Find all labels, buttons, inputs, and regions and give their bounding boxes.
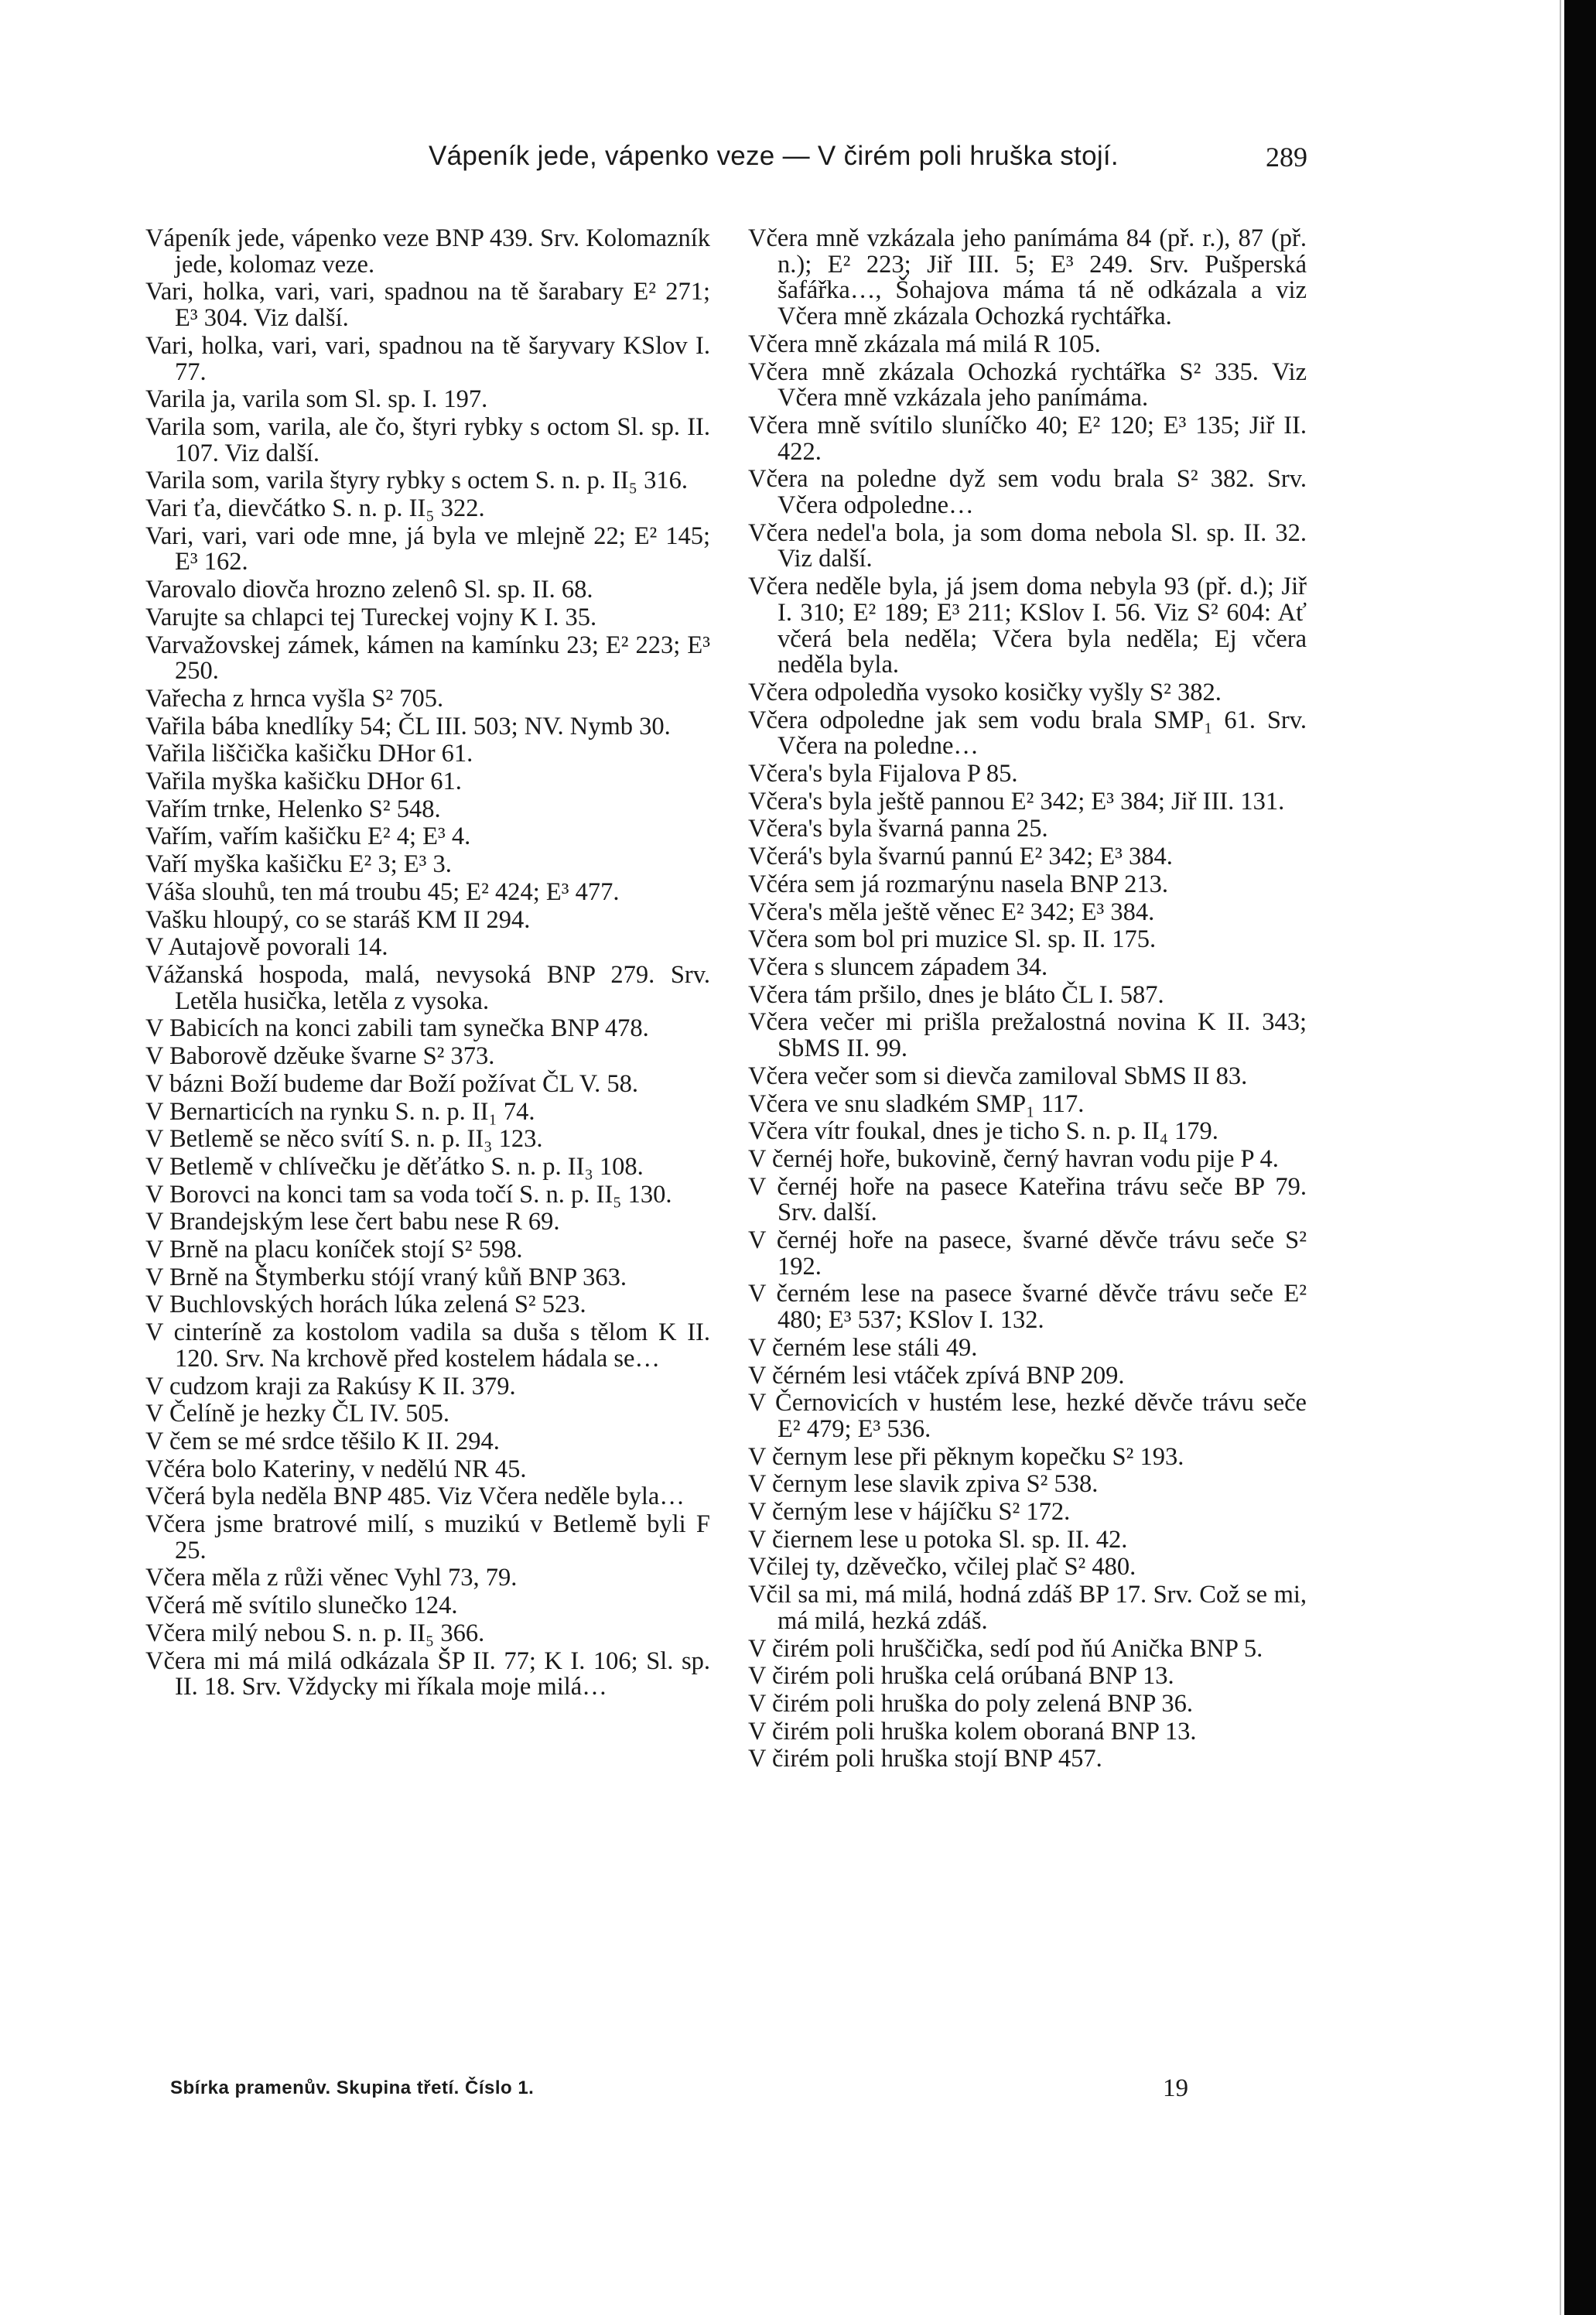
index-entry: V čem se mé srdce těšilo K II. 294. [145, 1427, 500, 1455]
index-entry: Včera měla z růži věnec Vyhl 73, 79. [145, 1564, 518, 1592]
series-note: Sbírka pramenův. Skupina třetí. Číslo 1. [170, 2077, 535, 2098]
index-entry: Včera mi má milá odkázala ŠP II. 77; K I. 106; Sl. sp. II. 18. Srv. Vždycky mi říkala moje milá… [145, 1646, 710, 1701]
index-entry: V Černovicích v hustém lese, hezké děvče trávu seče E² 479; E³ 536. [748, 1389, 1307, 1443]
index-entry: Včera večer som si dievča zamiloval SbMS II 83. [748, 1062, 1248, 1090]
index-entry: V černéj hoře na pasece Kateřina trávu seče BP 79. Srv. další. [748, 1172, 1307, 1227]
index-entry: Vážanská hospoda, malá, nevysoká BNP 279. Srv. Letěla husička, letěla z vysoka. [145, 960, 710, 1015]
index-entry: Včerá's byla švarnú pannú E² 342; E³ 384. [748, 843, 1173, 871]
index-entry: V černém lese stáli 49. [748, 1333, 978, 1362]
index-entry: Včera mně svítilo sluníčko 40; E² 120; E³ 135; Jiř II. 422. [748, 411, 1307, 466]
index-entry: Včera tám pršilo, dnes je bláto ČL I. 587. [748, 980, 1164, 1009]
index-entry: V Autajově povorali 14. [145, 933, 388, 962]
index-entry: Včerá byla neděla BNP 485. Viz Včera neděle byla… [145, 1482, 685, 1511]
index-entry: V cudzom kraji za Rakúsy K II. 379. [145, 1372, 516, 1400]
index-entry: Včera na poledne dyž sem vodu brala S² 382. Srv. Včera odpoledne… [748, 465, 1307, 520]
index-entry: Včera's měla ještě věnec E² 342; E³ 384. [748, 898, 1155, 926]
index-entry: V čirém poli hruška stojí BNP 457. [748, 1745, 1102, 1773]
index-entry: V Brně na Štymberku stójí vraný kůň BNP 363. [145, 1263, 627, 1291]
index-entry: Včera's byla švarná panna 25. [748, 815, 1048, 843]
right-column [748, 226, 1307, 1774]
index-entry: V černéj hoře na pasece, švarné děvče trávu seče S² 192. [748, 1226, 1307, 1281]
index-entry: V Betlemě se něco svítí S. n. p. II₃ 123. [145, 1125, 543, 1154]
index-entry: V Čelíně je hezky ČL IV. 505. [145, 1400, 449, 1428]
index-entry: V čirém poli hruška do poly zelená BNP 36. [748, 1689, 1193, 1718]
index-entry: V čirém poli hruščička, sedí pod ňú Anička BNP 5. [748, 1634, 1263, 1663]
index-entry: V černéj hoře, bukovině, černý havran vodu pije P 4. [748, 1144, 1279, 1173]
index-entry: Včera's byla Fijalova P 85. [748, 760, 1018, 788]
index-entry: Včera milý nebou S. n. p. II₅ 366. [145, 1619, 485, 1647]
index-entry: V čiernem lese u potoka Sl. sp. II. 42. [748, 1525, 1128, 1554]
index-entry: Vařila liščička kašičku DHor 61. [145, 740, 473, 768]
index-entry: Včera odpoledne jak sem vodu brala SMP₁ 61. Srv. Včera na poledne… [748, 706, 1307, 761]
index-entry: Včilej ty, dzěvečko, včilej plač S² 480. [748, 1553, 1136, 1582]
index-entry: V Betlemě v chlívečku je děťátko S. n. p. II₃ 108. [145, 1152, 644, 1181]
index-entry: V Babicích na konci zabili tam synečka BNP 478. [145, 1014, 649, 1043]
page-number: 289 [1266, 142, 1307, 173]
index-entry: V černým lese v hájíčku S² 172. [748, 1498, 1071, 1527]
index-entry: Vařím, vařím kašičku E² 4; E³ 4. [145, 822, 471, 851]
index-entry: Varvažovskej zámek, kámen na kamínku 23; E² 223; E³ 250. [145, 631, 710, 686]
index-entry: Vápeník jede, vápenko veze BNP 439. Srv. Kolomazník jede, kolomaz veze. [145, 224, 710, 279]
index-entry: V černym lese slavik zpiva S² 538. [748, 1470, 1099, 1499]
index-entry: V čérném lesi vtáček zpívá BNP 209. [748, 1361, 1125, 1390]
index-entry: Včera jsme bratrové milí, s muzikú v Betlemě byli F 25. [145, 1510, 710, 1564]
index-entry: Včéra bolo Kateriny, v nedělú NR 45. [145, 1455, 527, 1483]
index-entry: Vařila bába knedlíky 54; ČL III. 503; NV. Nymb 30. [145, 712, 671, 740]
index-entry: Včera večer mi prišla prežalostná novina K II. 343; SbMS II. 99. [748, 1008, 1307, 1063]
index-entry: Vari, vari, vari ode mne, já byla ve mlejně 22; E² 145; E³ 162. [145, 521, 710, 576]
index-entry: V Buchlovských horách lúka zelená S² 523. [145, 1291, 586, 1319]
index-entry: Včera ve snu sladkém SMP₁ 117. [748, 1089, 1085, 1118]
index-entry: Včera som bol pri muzice Sl. sp. II. 175. [748, 925, 1157, 954]
index-entry: V bázni Boží budeme dar Boží požívat ČL V. 58. [145, 1069, 638, 1098]
index-entry: Včera s sluncem západem 34. [748, 952, 1048, 981]
signature-number: 19 [1163, 2074, 1188, 2102]
index-entry: V Bernarticích na rynku S. n. p. II₁ 74. [145, 1097, 535, 1126]
left-column [145, 226, 710, 1702]
index-entry: V Baborově dzěuke švarne S² 373. [145, 1042, 495, 1071]
index-entry: Včera odpoledňa vysoko kosičky vyšly S² 382. [748, 678, 1222, 706]
index-entry: Varovalo diovča hrozno zelenô Sl. sp. II. 68. [145, 576, 593, 604]
index-entry: V čirém poli hruška kolem oboraná BNP 13. [748, 1717, 1197, 1746]
index-entry: V cinteríně za kostolom vadila sa duša s tělom K II. 120. Srv. Na krchově před kostelem hádala se… [145, 1318, 710, 1373]
index-entry: Včera mně zkázala má milá R 105. [748, 330, 1101, 358]
index-entry: V Brně na placu koníček stojí S² 598. [145, 1236, 523, 1264]
index-entry: Včil sa mi, má milá, hodná zdáš BP 17. Srv. Což se mi, má milá, hezká zdáš. [748, 1581, 1307, 1635]
index-entry: V černym lese při pěknym kopečku S² 193. [748, 1442, 1184, 1471]
index-entry: Včera vítr foukal, dnes je ticho S. n. p. II₄ 179. [748, 1117, 1218, 1146]
running-title: Vápeník jede, vápenko veze — V čirém poli hruška stojí. [429, 141, 1119, 171]
index-entry: Vašku hloupý, co se staráš KM II 294. [145, 905, 531, 934]
index-entry: V černém lese na pasece švarné děvče trávu seče E² 480; E³ 537; KSlov I. 132. [748, 1280, 1307, 1335]
index-entry: Včera mně vzkázala jeho panímáma 84 (př. r.), 87 (př. n.); E² 223; Jiř III. 5; E³ 249. Srv. Pušperská šafářka…, Šohajova máma tá ně odkázala a viz Včera mně zkázala Ochozká rychtářka. [748, 224, 1307, 331]
page-edge [1564, 0, 1596, 2315]
index-entry: Vařím trnke, Helenko S² 548. [145, 795, 441, 823]
index-entry: Vari ťa, dievčátko S. n. p. II₅ 322. [145, 494, 485, 523]
index-entry: Vařecha z hrnca vyšla S² 705. [145, 684, 444, 713]
index-entry: Včera nedel'a bola, ja som doma nebola Sl. sp. II. 32. Viz další. [748, 518, 1307, 573]
index-entry: V Borovci na konci tam sa voda točí S. n. p. II₅ 130. [145, 1180, 672, 1209]
index-entry: Vařila myška kašičku DHor 61. [145, 768, 462, 796]
index-entry: Vaří myška kašičku E² 3; E³ 3. [145, 850, 452, 879]
index-entry: Včera mně zkázala Ochozká rychtářka S² 335. Viz Včera mně vzkázala jeho panímáma. [748, 357, 1307, 412]
index-entry: Včerá mě svítilo slunečko 124. [145, 1592, 458, 1620]
index-entry: Varila som, varila, ale čo, štyri rybky s octom Sl. sp. II. 107. Viz další. [145, 412, 710, 467]
index-entry: Varila ja, varila som Sl. sp. I. 197. [145, 385, 488, 414]
index-entry: Varujte sa chlapci tej Tureckej vojny K I. 35. [145, 603, 597, 631]
index-entry: Vari, holka, vari, vari, spadnou na tě šarabary E² 271; E³ 304. Viz další. [145, 278, 710, 333]
index-entry: V Brandejským lese čert babu nese R 69. [145, 1208, 560, 1236]
index-entry: Varila som, varila štyry rybky s octem S. n. p. II₅ 316. [145, 467, 688, 495]
index-entry: Včera neděle byla, já jsem doma nebyla 93 (př. d.); Jiř I. 310; E² 189; E³ 211; KSlov I. 56. Viz S² 604: Ať včerá bela neděla; Včera byla neděla; Ej včera neděla byla. [748, 573, 1307, 679]
index-entry: Včéra sem já rozmarýnu nasela BNP 213. [748, 870, 1168, 898]
page-header [155, 141, 1307, 184]
page-footer [170, 2074, 1331, 2108]
index-entry: Vari, holka, vari, vari, spadnou na tě šaryvary KSlov I. 77. [145, 331, 710, 386]
index-entry: Váša slouhů, ten má troubu 45; E² 424; E³ 477. [145, 877, 620, 906]
page-edge-line [1560, 0, 1561, 2315]
index-entry: V čirém poli hruška celá orúbaná BNP 13. [748, 1662, 1174, 1691]
index-entry: Včera's byla ještě pannou E² 342; E³ 384; Jiř III. 131. [748, 787, 1285, 816]
